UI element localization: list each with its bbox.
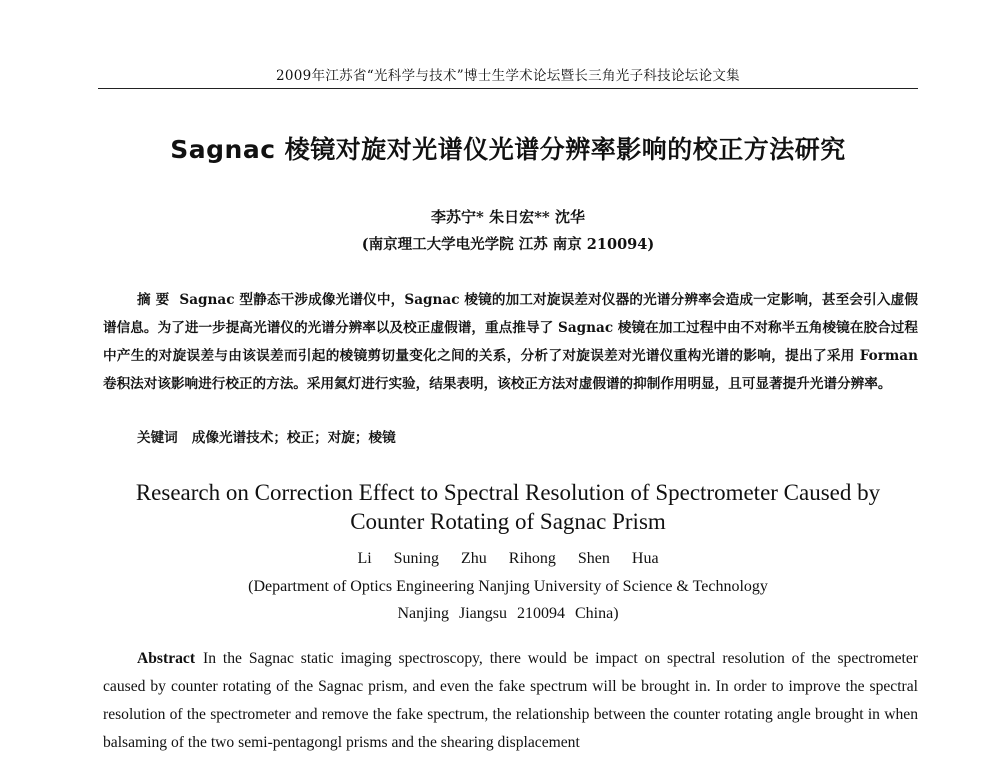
chinese-keywords-label: 关键词 [137,430,178,446]
english-abstract-label: Abstract [137,650,196,667]
chinese-affiliation: (南京理工大学电光学院 江苏 南京 210094) [361,236,655,253]
chinese-abstract-label: 摘 要 [137,292,170,308]
chinese-keywords [137,426,917,446]
english-abstract-text: In the Sagnac static imaging spectroscopy, there would be impact on spectral resolution of the spectrometer caused by counter rotating of the Sagnac prism, and even the fake spectrum will be brought in. In order to improve the spectral resolution of the spectrometer and remove the fake spectrum, the relationship between the counter rotating angle brought in when balsaming of the two semi-pentagongl prisms and the shearing displacement [103,650,918,751]
chinese-keywords-text: 成像光谱技术；校正；对旋；棱镜 [191,430,396,446]
english-abstract [103,645,918,757]
chinese-abstract [103,286,918,398]
english-affiliation-line1: (Department of Optics Engineering Nanjing University of Science & Technology [248,578,768,595]
header-rule [98,88,918,89]
chinese-abstract-text: Sagnac 型静态干涉成像光谱仪中，Sagnac 棱镜的加工对旋误差对仪器的光谱分辨率会造成一定影响，甚至会引入虚假谱信息。为了进一步提高光谱仪的光谱分辨率以及校正虚假谱，重点推导了 Sagnac 棱镜在加工过程中由不对称半五角棱镜在胶合过程中产生的对旋误差与由该误差而引起的棱镜剪切量变化之间的关系，分析了对旋误差对光谱仪重构光谱的影响，提出了采用 Forman 卷积法对该影响进行校正的方法。采用氦灯进行实验，结果表明，该校正方法对虚假谱的抑制作用明显，且可显著提升光谱分辨率。 [103,292,918,392]
running-header: 2009年江苏省“光科学与技术”博士生学术论坛暨长三角光子科技论坛论文集 [276,68,740,84]
english-affiliation-line2: Nanjing Jiangsu 210094 China) [397,605,619,622]
chinese-title: Sagnac 棱镜对旋对光谱仪光谱分辨率影响的校正方法研究 [170,135,846,164]
english-title: Research on Correction Effect to Spectral Resolution of Spectrometer Caused by Counter Rotating of Sagnac Prism [135,480,881,534]
english-authors: Li Suning Zhu Rihong Shen Hua [357,550,659,567]
chinese-authors: 李苏宁* 朱日宏** 沈华 [431,208,585,226]
